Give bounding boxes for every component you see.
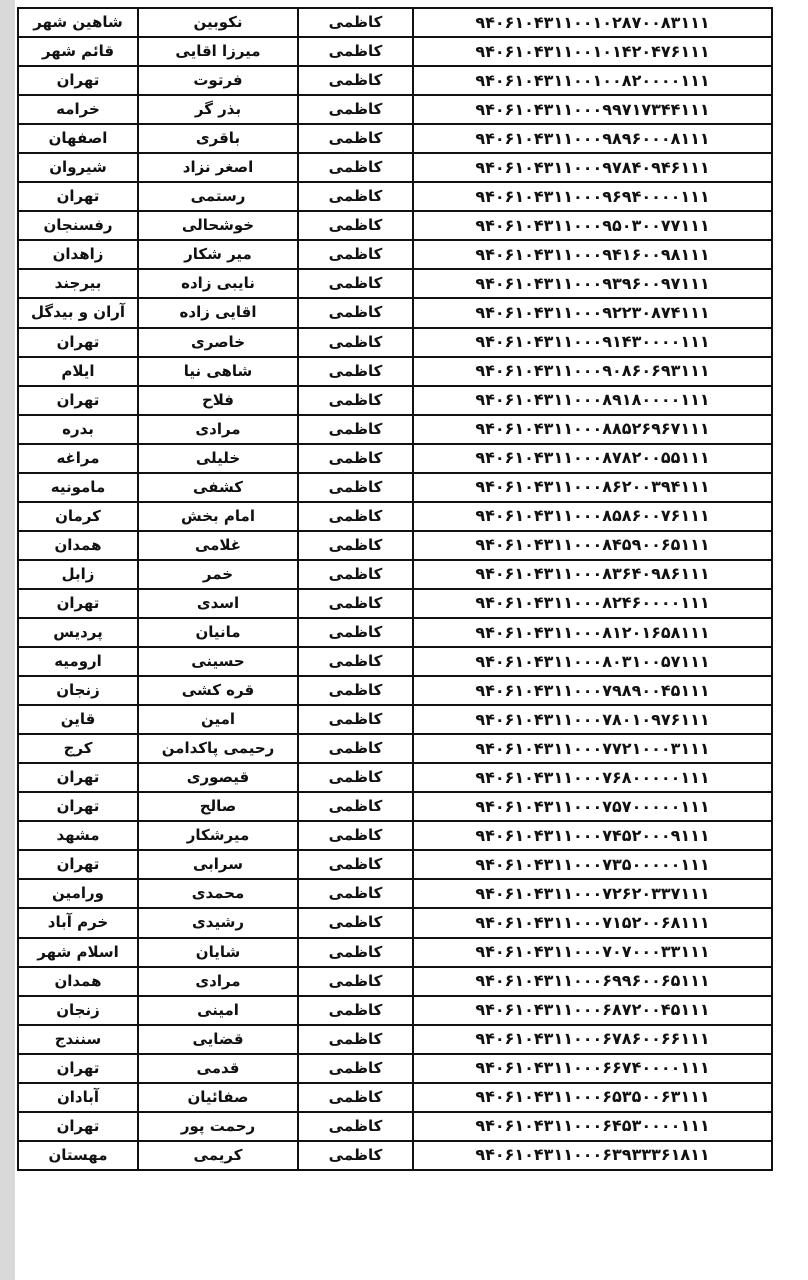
account-number-cell: ۹۴۰۶۱۰۴۳۱۱۰۰۱۰۲۸۷۰۰۸۳۱۱۱: [413, 8, 772, 37]
table-row: [18, 415, 772, 444]
city-cell: تهران: [18, 1112, 138, 1141]
table-row: [18, 560, 772, 589]
table-row: [18, 473, 772, 502]
city-cell: زنجان: [18, 676, 138, 705]
first-name-cell: کاظمی: [298, 821, 413, 850]
first-name-cell: کاظمی: [298, 1141, 413, 1170]
table-row: [18, 269, 772, 298]
account-number-cell: ۹۴۰۶۱۰۴۳۱۱۰۰۰۸۵۸۶۰۰۷۶۱۱۱: [413, 502, 772, 531]
city-cell: بیرجند: [18, 269, 138, 298]
table-row: [18, 153, 772, 182]
table-row: [18, 1083, 772, 1112]
last-name-cell: رحمت پور: [138, 1112, 298, 1141]
first-name-cell: کاظمی: [298, 269, 413, 298]
city-cell: تهران: [18, 589, 138, 618]
first-name-cell: کاظمی: [298, 560, 413, 589]
table-row: [18, 734, 772, 763]
account-number-cell: ۹۴۰۶۱۰۴۳۱۱۰۰۰۸۸۵۲۶۹۶۷۱۱۱: [413, 415, 772, 444]
first-name-cell: کاظمی: [298, 37, 413, 66]
last-name-cell: مرادی: [138, 967, 298, 996]
table-row: [18, 95, 772, 124]
last-name-cell: غلامی: [138, 531, 298, 560]
account-number-cell: ۹۴۰۶۱۰۴۳۱۱۰۰۰۹۱۴۳۰۰۰۰۱۱۱: [413, 328, 772, 357]
city-cell: تهران: [18, 328, 138, 357]
city-cell: اصفهان: [18, 124, 138, 153]
first-name-cell: کاظمی: [298, 850, 413, 879]
first-name-cell: کاظمی: [298, 124, 413, 153]
first-name-cell: کاظمی: [298, 879, 413, 908]
first-name-cell: کاظمی: [298, 1112, 413, 1141]
table-row: [18, 938, 772, 967]
table-row: [18, 66, 772, 95]
table-row: [18, 850, 772, 879]
city-cell: آران و بیدگل: [18, 298, 138, 327]
last-name-cell: امین: [138, 705, 298, 734]
account-number-cell: ۹۴۰۶۱۰۴۳۱۱۰۰۰۹۵۰۳۰۰۷۷۱۱۱: [413, 211, 772, 240]
city-cell: شیروان: [18, 153, 138, 182]
account-number-cell: ۹۴۰۶۱۰۴۳۱۱۰۰۰۶۳۹۳۳۳۶۱۸۱۱: [413, 1141, 772, 1170]
city-cell: آبادان: [18, 1083, 138, 1112]
last-name-cell: اسدی: [138, 589, 298, 618]
city-cell: تهران: [18, 792, 138, 821]
account-number-cell: ۹۴۰۶۱۰۴۳۱۱۰۰۰۹۷۸۴۰۹۴۶۱۱۱: [413, 153, 772, 182]
last-name-cell: میرزا اقایی: [138, 37, 298, 66]
account-number-cell: ۹۴۰۶۱۰۴۳۱۱۰۰۰۸۶۲۰۰۳۹۴۱۱۱: [413, 473, 772, 502]
first-name-cell: کاظمی: [298, 66, 413, 95]
table-row: [18, 1025, 772, 1054]
account-number-cell: ۹۴۰۶۱۰۴۳۱۱۰۰۱۰۱۴۲۰۴۷۶۱۱۱: [413, 37, 772, 66]
table-row: [18, 763, 772, 792]
last-name-cell: قضایی: [138, 1025, 298, 1054]
table-row: [18, 792, 772, 821]
records-table-body: [18, 8, 772, 1170]
first-name-cell: کاظمی: [298, 444, 413, 473]
last-name-cell: خلیلی: [138, 444, 298, 473]
last-name-cell: خمر: [138, 560, 298, 589]
last-name-cell: میرشکار: [138, 821, 298, 850]
city-cell: تهران: [18, 850, 138, 879]
city-cell: رفسنجان: [18, 211, 138, 240]
document-sheet: [15, 0, 808, 1280]
account-number-cell: ۹۴۰۶۱۰۴۳۱۱۰۰۰۹۹۷۱۷۳۴۴۱۱۱: [413, 95, 772, 124]
city-cell: زاهدان: [18, 240, 138, 269]
first-name-cell: کاظمی: [298, 531, 413, 560]
first-name-cell: کاظمی: [298, 95, 413, 124]
last-name-cell: بذر گر: [138, 95, 298, 124]
table-row: [18, 996, 772, 1025]
table-row: [18, 444, 772, 473]
table-row: [18, 8, 772, 37]
table-row: [18, 705, 772, 734]
account-number-cell: ۹۴۰۶۱۰۴۳۱۱۰۰۱۰۰۸۲۰۰۰۰۱۱۱: [413, 66, 772, 95]
account-number-cell: ۹۴۰۶۱۰۴۳۱۱۰۰۰۹۴۱۶۰۰۹۸۱۱۱: [413, 240, 772, 269]
last-name-cell: رستمی: [138, 182, 298, 211]
account-number-cell: ۹۴۰۶۱۰۴۳۱۱۰۰۰۸۳۶۴۰۹۸۶۱۱۱: [413, 560, 772, 589]
last-name-cell: رشیدی: [138, 908, 298, 937]
last-name-cell: رحیمی پاکدامن: [138, 734, 298, 763]
account-number-cell: ۹۴۰۶۱۰۴۳۱۱۰۰۰۸۱۲۰۱۶۵۸۱۱۱: [413, 618, 772, 647]
first-name-cell: کاظمی: [298, 705, 413, 734]
last-name-cell: نایبی زاده: [138, 269, 298, 298]
first-name-cell: کاظمی: [298, 182, 413, 211]
last-name-cell: صالح: [138, 792, 298, 821]
city-cell: قائم شهر: [18, 37, 138, 66]
account-number-cell: ۹۴۰۶۱۰۴۳۱۱۰۰۰۷۳۵۰۰۰۰۰۱۱۱: [413, 850, 772, 879]
city-cell: تهران: [18, 66, 138, 95]
table-row: [18, 821, 772, 850]
city-cell: قاین: [18, 705, 138, 734]
first-name-cell: کاظمی: [298, 967, 413, 996]
first-name-cell: کاظمی: [298, 996, 413, 1025]
city-cell: تهران: [18, 386, 138, 415]
table-row: [18, 357, 772, 386]
city-cell: ایلام: [18, 357, 138, 386]
table-row: [18, 328, 772, 357]
account-number-cell: ۹۴۰۶۱۰۴۳۱۱۰۰۰۸۲۴۶۰۰۰۰۱۱۱: [413, 589, 772, 618]
account-number-cell: ۹۴۰۶۱۰۴۳۱۱۰۰۰۸۴۵۹۰۰۶۵۱۱۱: [413, 531, 772, 560]
table-row: [18, 386, 772, 415]
table-row: [18, 908, 772, 937]
city-cell: ارومیه: [18, 647, 138, 676]
account-number-cell: ۹۴۰۶۱۰۴۳۱۱۰۰۰۹۶۹۴۰۰۰۰۱۱۱: [413, 182, 772, 211]
first-name-cell: کاظمی: [298, 647, 413, 676]
last-name-cell: نکوبین: [138, 8, 298, 37]
last-name-cell: امینی: [138, 996, 298, 1025]
first-name-cell: کاظمی: [298, 386, 413, 415]
last-name-cell: شایان: [138, 938, 298, 967]
account-number-cell: ۹۴۰۶۱۰۴۳۱۱۰۰۰۸۰۳۱۰۰۵۷۱۱۱: [413, 647, 772, 676]
first-name-cell: کاظمی: [298, 240, 413, 269]
first-name-cell: کاظمی: [298, 298, 413, 327]
first-name-cell: کاظمی: [298, 763, 413, 792]
last-name-cell: قدمی: [138, 1054, 298, 1083]
city-cell: ورامین: [18, 879, 138, 908]
first-name-cell: کاظمی: [298, 1083, 413, 1112]
city-cell: خرم آباد: [18, 908, 138, 937]
account-number-cell: ۹۴۰۶۱۰۴۳۱۱۰۰۰۷۵۷۰۰۰۰۰۱۱۱: [413, 792, 772, 821]
page-margin-strip: [0, 0, 15, 1280]
last-name-cell: حسینی: [138, 647, 298, 676]
table-row: [18, 1054, 772, 1083]
last-name-cell: باقری: [138, 124, 298, 153]
last-name-cell: میر شکار: [138, 240, 298, 269]
city-cell: همدان: [18, 531, 138, 560]
account-number-cell: ۹۴۰۶۱۰۴۳۱۱۰۰۰۹۸۹۶۰۰۰۸۱۱۱: [413, 124, 772, 153]
table-row: [18, 124, 772, 153]
first-name-cell: کاظمی: [298, 938, 413, 967]
last-name-cell: فلاح: [138, 386, 298, 415]
first-name-cell: کاظمی: [298, 211, 413, 240]
city-cell: مامونیه: [18, 473, 138, 502]
first-name-cell: کاظمی: [298, 153, 413, 182]
city-cell: مهستان: [18, 1141, 138, 1170]
table-row: [18, 618, 772, 647]
last-name-cell: سرابی: [138, 850, 298, 879]
last-name-cell: مانیان: [138, 618, 298, 647]
last-name-cell: فرتوت: [138, 66, 298, 95]
first-name-cell: کاظمی: [298, 589, 413, 618]
city-cell: پردیس: [18, 618, 138, 647]
last-name-cell: مرادی: [138, 415, 298, 444]
city-cell: همدان: [18, 967, 138, 996]
city-cell: زابل: [18, 560, 138, 589]
table-row: [18, 182, 772, 211]
last-name-cell: کشفی: [138, 473, 298, 502]
table-row: [18, 240, 772, 269]
table-row: [18, 1112, 772, 1141]
city-cell: سنندج: [18, 1025, 138, 1054]
account-number-cell: ۹۴۰۶۱۰۴۳۱۱۰۰۰۷۱۵۲۰۰۶۸۱۱۱: [413, 908, 772, 937]
last-name-cell: قره کشی: [138, 676, 298, 705]
first-name-cell: کاظمی: [298, 8, 413, 37]
table-row: [18, 531, 772, 560]
account-number-cell: ۹۴۰۶۱۰۴۳۱۱۰۰۰۶۴۵۳۰۰۰۰۱۱۱: [413, 1112, 772, 1141]
city-cell: تهران: [18, 182, 138, 211]
first-name-cell: کاظمی: [298, 734, 413, 763]
last-name-cell: اقایی زاده: [138, 298, 298, 327]
city-cell: اسلام شهر: [18, 938, 138, 967]
last-name-cell: اصغر نزاد: [138, 153, 298, 182]
last-name-cell: قیصوری: [138, 763, 298, 792]
last-name-cell: خاصری: [138, 328, 298, 357]
account-number-cell: ۹۴۰۶۱۰۴۳۱۱۰۰۰۸۷۸۲۰۰۵۵۱۱۱: [413, 444, 772, 473]
account-number-cell: ۹۴۰۶۱۰۴۳۱۱۰۰۰۷۷۲۱۰۰۰۳۱۱۱: [413, 734, 772, 763]
account-number-cell: ۹۴۰۶۱۰۴۳۱۱۰۰۰۶۷۸۶۰۰۶۶۱۱۱: [413, 1025, 772, 1054]
account-number-cell: ۹۴۰۶۱۰۴۳۱۱۰۰۰۹۲۲۳۰۸۷۴۱۱۱: [413, 298, 772, 327]
account-number-cell: ۹۴۰۶۱۰۴۳۱۱۰۰۰۶۶۷۴۰۰۰۰۱۱۱: [413, 1054, 772, 1083]
city-cell: بدره: [18, 415, 138, 444]
table-row: [18, 298, 772, 327]
table-row: [18, 676, 772, 705]
table-row: [18, 211, 772, 240]
account-number-cell: ۹۴۰۶۱۰۴۳۱۱۰۰۰۶۹۹۶۰۰۶۵۱۱۱: [413, 967, 772, 996]
city-cell: زنجان: [18, 996, 138, 1025]
first-name-cell: کاظمی: [298, 1054, 413, 1083]
table-row: [18, 1141, 772, 1170]
first-name-cell: کاظمی: [298, 676, 413, 705]
first-name-cell: کاظمی: [298, 473, 413, 502]
account-number-cell: ۹۴۰۶۱۰۴۳۱۱۰۰۰۶۸۷۲۰۰۴۵۱۱۱: [413, 996, 772, 1025]
account-number-cell: ۹۴۰۶۱۰۴۳۱۱۰۰۰۷۹۸۹۰۰۴۵۱۱۱: [413, 676, 772, 705]
city-cell: کرج: [18, 734, 138, 763]
account-number-cell: ۹۴۰۶۱۰۴۳۱۱۰۰۰۶۵۳۵۰۰۶۳۱۱۱: [413, 1083, 772, 1112]
records-table: [17, 7, 773, 1171]
account-number-cell: ۹۴۰۶۱۰۴۳۱۱۰۰۰۷۸۰۱۰۹۷۶۱۱۱: [413, 705, 772, 734]
first-name-cell: کاظمی: [298, 328, 413, 357]
last-name-cell: شاهی نیا: [138, 357, 298, 386]
table-row: [18, 589, 772, 618]
first-name-cell: کاظمی: [298, 618, 413, 647]
first-name-cell: کاظمی: [298, 357, 413, 386]
first-name-cell: کاظمی: [298, 792, 413, 821]
table-row: [18, 879, 772, 908]
city-cell: مشهد: [18, 821, 138, 850]
account-number-cell: ۹۴۰۶۱۰۴۳۱۱۰۰۰۷۴۵۲۰۰۰۹۱۱۱: [413, 821, 772, 850]
first-name-cell: کاظمی: [298, 502, 413, 531]
city-cell: شاهین شهر: [18, 8, 138, 37]
last-name-cell: امام بخش: [138, 502, 298, 531]
account-number-cell: ۹۴۰۶۱۰۴۳۱۱۰۰۰۷۰۷۰۰۰۳۳۱۱۱: [413, 938, 772, 967]
first-name-cell: کاظمی: [298, 1025, 413, 1054]
city-cell: تهران: [18, 763, 138, 792]
account-number-cell: ۹۴۰۶۱۰۴۳۱۱۰۰۰۹۰۸۶۰۶۹۳۱۱۱: [413, 357, 772, 386]
last-name-cell: صفائیان: [138, 1083, 298, 1112]
last-name-cell: خوشحالی: [138, 211, 298, 240]
account-number-cell: ۹۴۰۶۱۰۴۳۱۱۰۰۰۹۳۹۶۰۰۹۷۱۱۱: [413, 269, 772, 298]
city-cell: تهران: [18, 1054, 138, 1083]
account-number-cell: ۹۴۰۶۱۰۴۳۱۱۰۰۰۷۲۶۲۰۳۳۷۱۱۱: [413, 879, 772, 908]
table-row: [18, 967, 772, 996]
city-cell: مراغه: [18, 444, 138, 473]
table-row: [18, 37, 772, 66]
first-name-cell: کاظمی: [298, 908, 413, 937]
last-name-cell: کریمی: [138, 1141, 298, 1170]
last-name-cell: محمدی: [138, 879, 298, 908]
city-cell: خرامه: [18, 95, 138, 124]
table-row: [18, 502, 772, 531]
first-name-cell: کاظمی: [298, 415, 413, 444]
table-row: [18, 647, 772, 676]
city-cell: کرمان: [18, 502, 138, 531]
account-number-cell: ۹۴۰۶۱۰۴۳۱۱۰۰۰۷۶۸۰۰۰۰۰۱۱۱: [413, 763, 772, 792]
account-number-cell: ۹۴۰۶۱۰۴۳۱۱۰۰۰۸۹۱۸۰۰۰۰۱۱۱: [413, 386, 772, 415]
